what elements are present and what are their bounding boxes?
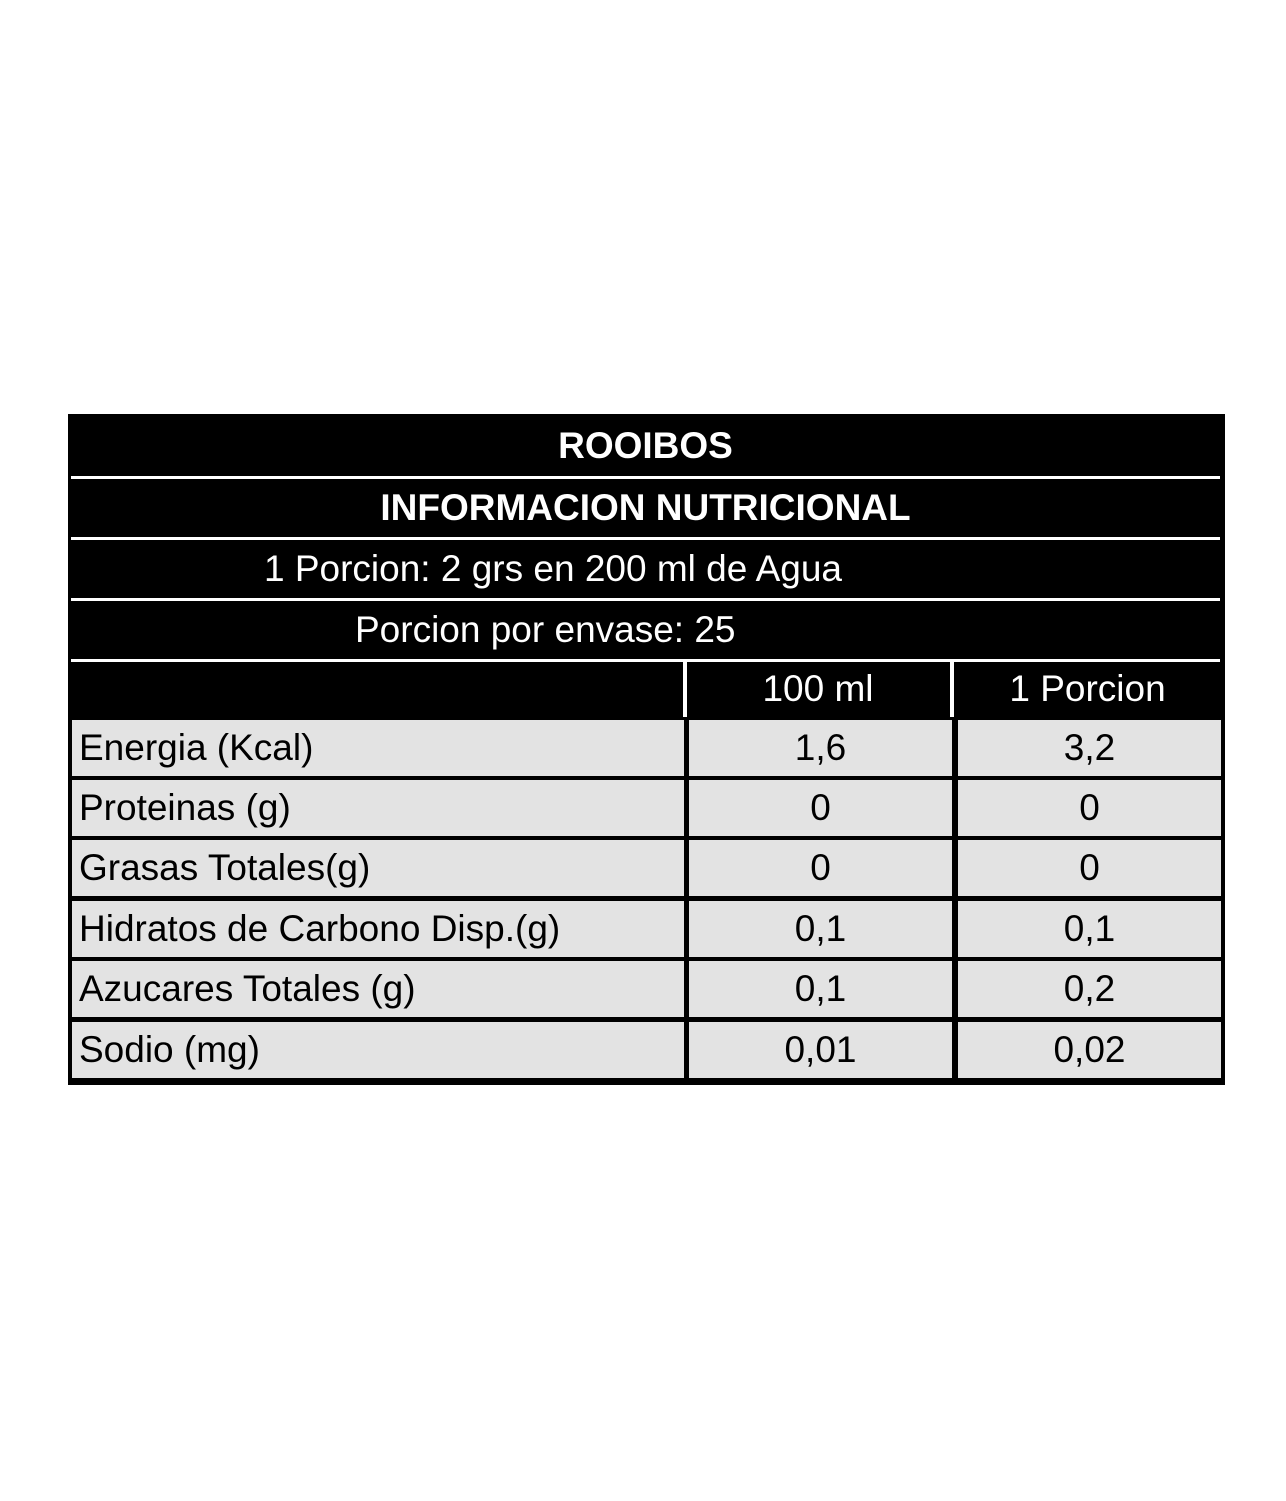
nutrient-name: Hidratos de Carbono Disp.(g) [72,901,684,957]
serving-size [71,540,1220,597]
section-heading-text: INFORMACION NUTRICIONAL [380,486,911,528]
table-row [72,720,1221,776]
nutrition-label [68,414,1225,1085]
column-header-nutrient [68,661,683,717]
serving-size-text: 1 Porcion: 2 grs en 200 ml de Agua [264,547,842,589]
value-portion: 0 [958,840,1221,896]
value-100ml: 0,1 [689,901,952,957]
section-heading [71,479,1220,536]
nutrient-name: Azucares Totales (g) [72,961,684,1017]
table-row [72,1022,1221,1078]
value-portion: 0 [958,780,1221,836]
nutrient-name: Energia (Kcal) [72,720,684,776]
servings-per-package-text: Porcion por envase: 25 [355,608,736,650]
product-title [71,417,1220,475]
value-100ml: 0 [689,780,952,836]
product-title-text: ROOIBOS [558,425,733,466]
nutrient-name: Proteinas (g) [72,780,684,836]
value-100ml: 0,1 [689,961,952,1017]
value-100ml: 0 [689,840,952,896]
column-header-portion: 1 Porcion [1009,668,1166,709]
value-portion: 0,02 [958,1022,1221,1078]
value-portion: 3,2 [958,720,1221,776]
table-row [72,901,1221,957]
value-100ml: 0,01 [689,1022,952,1078]
nutrient-name: Grasas Totales(g) [72,840,684,896]
nutrient-name: Sodio (mg) [72,1022,684,1078]
table-row [72,780,1221,836]
column-header-100ml: 100 ml [762,668,874,709]
servings-per-package [71,601,1220,658]
value-portion: 0,1 [958,901,1221,957]
table-row [72,961,1221,1017]
value-100ml: 1,6 [689,720,952,776]
table-row [72,840,1221,896]
value-portion: 0,2 [958,961,1221,1017]
